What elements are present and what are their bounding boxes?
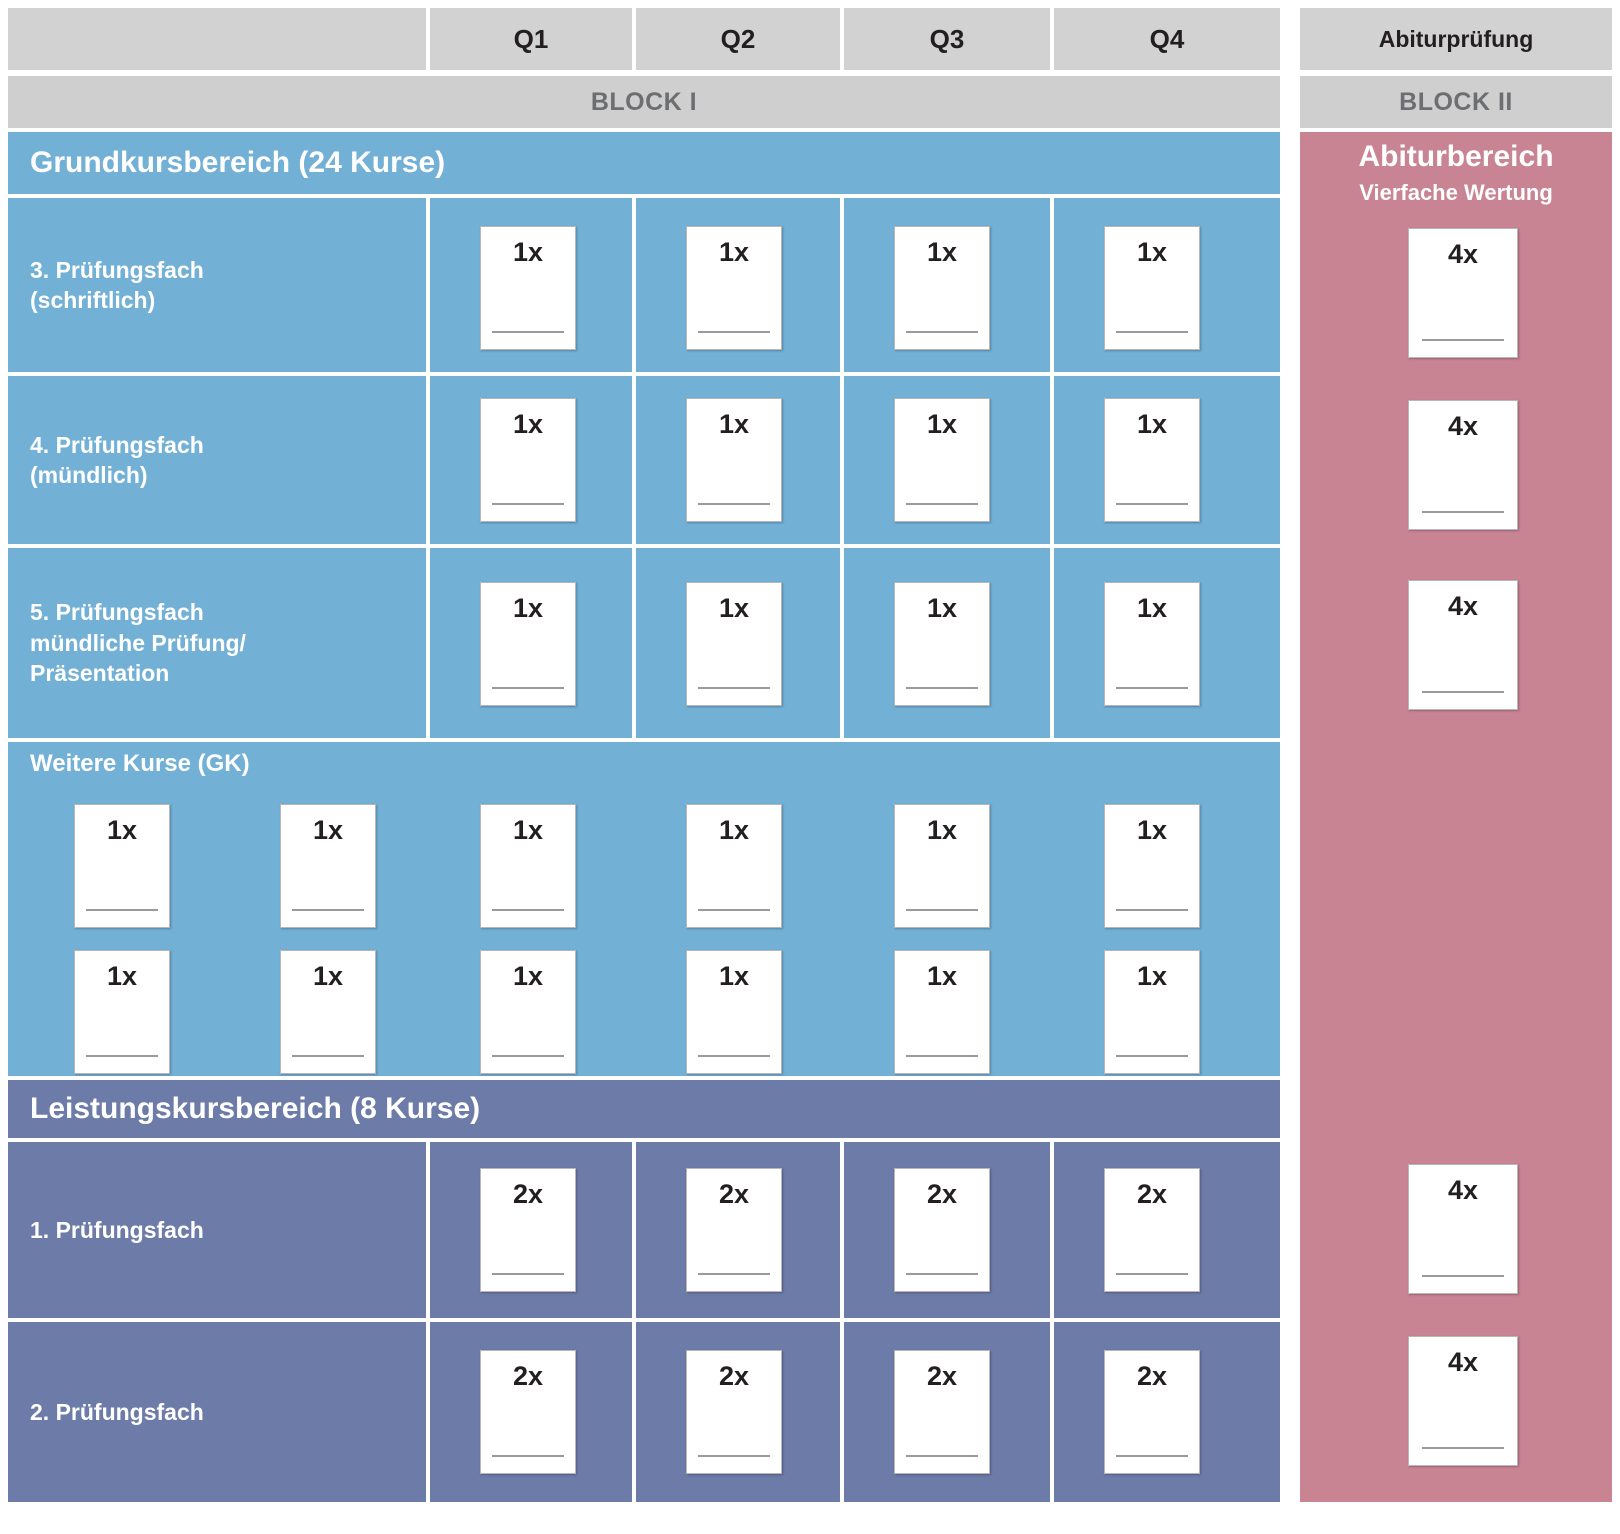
course-weight: 2x <box>1136 1179 1168 1209</box>
abitur-card <box>1408 1164 1518 1294</box>
course-weight: 1x <box>926 815 958 845</box>
card-line <box>698 503 769 505</box>
row-4-label <box>30 376 400 544</box>
course-weight: 2x <box>926 1179 958 1209</box>
course-card <box>480 398 576 522</box>
course-card <box>686 804 782 928</box>
course-weight: 1x <box>718 961 750 991</box>
abitur-weight: 4x <box>1447 1175 1479 1205</box>
course-weight: 1x <box>312 815 344 845</box>
course-weight: 1x <box>312 961 344 991</box>
grundkursbereich-section <box>8 132 1280 1076</box>
course-weight: 1x <box>1136 815 1168 845</box>
course-weight: 1x <box>106 815 138 845</box>
divider <box>840 1322 844 1502</box>
card-line <box>698 1055 769 1057</box>
course-card <box>894 1350 990 1474</box>
abitur-card <box>1408 1336 1518 1466</box>
card-line <box>1116 909 1187 911</box>
course-weight: 1x <box>512 593 544 623</box>
course-card <box>686 582 782 706</box>
course-weight: 2x <box>926 1361 958 1391</box>
header-q3: Q3 <box>844 8 1050 70</box>
card-line <box>906 331 977 333</box>
row-3-pruefungsfach <box>8 198 1280 372</box>
card-line <box>1422 511 1504 513</box>
divider <box>840 376 844 544</box>
lk-row-1-label: 1. Prüfungsfach <box>30 1216 204 1243</box>
course-weight: 1x <box>1136 593 1168 623</box>
quarter-header-row <box>8 8 1280 70</box>
abiturpruefung-header: Abiturprüfung <box>1300 8 1612 70</box>
course-card <box>480 1168 576 1292</box>
card-line <box>1116 1273 1187 1275</box>
course-card <box>480 804 576 928</box>
card-line <box>906 503 977 505</box>
divider <box>426 198 430 372</box>
abitur-weight: 4x <box>1447 591 1479 621</box>
grundkursbereich-title: Grundkursbereich (24 Kurse) <box>8 132 1280 194</box>
course-card <box>480 582 576 706</box>
course-card <box>480 226 576 350</box>
course-card <box>894 398 990 522</box>
row-5-label-line3: Präsentation <box>30 660 170 687</box>
course-weight: 2x <box>512 1361 544 1391</box>
divider <box>1050 548 1054 738</box>
card-line <box>292 1055 363 1057</box>
divider <box>426 376 430 544</box>
divider <box>840 1142 844 1318</box>
divider <box>1050 1322 1054 1502</box>
card-line <box>292 909 363 911</box>
card-line <box>1422 691 1504 693</box>
course-card <box>894 226 990 350</box>
divider <box>840 548 844 738</box>
course-card <box>894 1168 990 1292</box>
row-5-label <box>30 548 400 738</box>
course-weight: 1x <box>512 961 544 991</box>
abitur-weight: 4x <box>1447 1347 1479 1377</box>
header-spacer <box>8 8 426 70</box>
card-line <box>906 687 977 689</box>
course-weight: 1x <box>1136 237 1168 267</box>
card-line <box>698 331 769 333</box>
row-3-label-line2: (schriftlich) <box>30 287 156 313</box>
abiturbereich-panel <box>1300 132 1612 1502</box>
row-4-pruefungsfach <box>8 376 1280 544</box>
weitere-kurse-label: Weitere Kurse (GK) <box>30 750 250 777</box>
row-2-pruefungsfach <box>8 1322 1280 1502</box>
row-weitere-kurse <box>8 742 1280 1076</box>
abitur-card <box>1408 228 1518 358</box>
course-weight: 1x <box>718 593 750 623</box>
course-weight: 2x <box>718 1361 750 1391</box>
course-weight: 1x <box>718 409 750 439</box>
course-card <box>894 804 990 928</box>
course-weight: 1x <box>926 961 958 991</box>
leistungskursbereich-title: Leistungskursbereich (8 Kurse) <box>8 1080 1280 1138</box>
row-3-label-line1: 3. Prüfungsfach <box>30 256 204 283</box>
course-card <box>280 804 376 928</box>
course-weight: 1x <box>926 237 958 267</box>
course-weight: 1x <box>512 409 544 439</box>
card-line <box>698 909 769 911</box>
divider <box>632 198 636 372</box>
course-card <box>1104 1350 1200 1474</box>
course-card <box>686 1350 782 1474</box>
card-line <box>492 1273 563 1275</box>
row-5-pruefungsfach <box>8 548 1280 738</box>
course-weight: 2x <box>718 1179 750 1209</box>
divider <box>1050 1142 1054 1318</box>
course-weight: 1x <box>106 961 138 991</box>
course-card <box>74 804 170 928</box>
card-line <box>86 1055 157 1057</box>
card-line <box>698 687 769 689</box>
row-1-pruefungsfach <box>8 1142 1280 1318</box>
lk-row-2-label: 2. Prüfungsfach <box>30 1398 204 1425</box>
card-line <box>492 909 563 911</box>
course-weight: 2x <box>1136 1361 1168 1391</box>
card-line <box>906 1055 977 1057</box>
abitur-weight: 4x <box>1447 411 1479 441</box>
header-q1: Q1 <box>430 8 632 70</box>
row-4-label-line2: (mündlich) <box>30 462 148 488</box>
card-line <box>1422 1275 1504 1277</box>
course-weight: 1x <box>926 593 958 623</box>
card-line <box>1422 1447 1504 1449</box>
course-card <box>686 950 782 1074</box>
divider <box>426 1322 430 1502</box>
block-one-column <box>8 0 1280 1534</box>
course-card <box>280 950 376 1074</box>
course-card <box>74 950 170 1074</box>
course-weight: 1x <box>718 815 750 845</box>
course-card <box>686 398 782 522</box>
course-card <box>686 1168 782 1292</box>
abitur-card <box>1408 580 1518 710</box>
course-weight: 1x <box>512 815 544 845</box>
course-weight: 1x <box>926 409 958 439</box>
divider <box>632 1322 636 1502</box>
row-5-label-line2: mündliche Prüfung/ <box>30 629 246 656</box>
course-weight: 2x <box>512 1179 544 1209</box>
card-line <box>492 503 563 505</box>
divider <box>632 376 636 544</box>
block-two-column <box>1300 0 1612 1534</box>
row-3-label <box>30 198 400 372</box>
course-card <box>894 582 990 706</box>
card-line <box>1116 1455 1187 1457</box>
row-5-label-line1: 5. Prüfungsfach <box>30 599 204 626</box>
card-line <box>492 1055 563 1057</box>
card-line <box>698 1455 769 1457</box>
card-line <box>86 909 157 911</box>
divider <box>1050 198 1054 372</box>
card-line <box>492 687 563 689</box>
course-weight: 1x <box>1136 409 1168 439</box>
card-line <box>1116 687 1187 689</box>
divider <box>632 548 636 738</box>
course-weight: 1x <box>1136 961 1168 991</box>
card-line <box>698 1273 769 1275</box>
divider <box>632 1142 636 1318</box>
course-card <box>480 1350 576 1474</box>
course-card <box>1104 226 1200 350</box>
card-line <box>906 909 977 911</box>
course-card <box>1104 950 1200 1074</box>
block-two-bar: BLOCK II <box>1300 76 1612 128</box>
divider <box>840 198 844 372</box>
course-card <box>1104 804 1200 928</box>
course-weight: 1x <box>512 237 544 267</box>
card-line <box>492 1455 563 1457</box>
card-line <box>1116 1055 1187 1057</box>
course-weight: 1x <box>718 237 750 267</box>
course-card <box>894 950 990 1074</box>
abitur-card <box>1408 400 1518 530</box>
header-q4: Q4 <box>1054 8 1280 70</box>
header-q2: Q2 <box>636 8 840 70</box>
divider <box>426 548 430 738</box>
card-line <box>1116 503 1187 505</box>
course-card <box>686 226 782 350</box>
divider <box>1050 376 1054 544</box>
course-card <box>1104 398 1200 522</box>
card-line <box>1116 331 1187 333</box>
block-one-bar: BLOCK I <box>8 76 1280 128</box>
card-line <box>906 1455 977 1457</box>
card-line <box>906 1273 977 1275</box>
course-card <box>1104 582 1200 706</box>
abiturbereich-title: Abiturbereich <box>1358 140 1554 173</box>
abiturbereich-subtitle: Vierfache Wertung <box>1359 180 1553 205</box>
card-line <box>1422 339 1504 341</box>
course-card <box>1104 1168 1200 1292</box>
card-line <box>492 331 563 333</box>
divider <box>426 1142 430 1318</box>
course-card <box>480 950 576 1074</box>
row-4-label-line1: 4. Prüfungsfach <box>30 431 204 458</box>
abitur-weight: 4x <box>1447 239 1479 269</box>
